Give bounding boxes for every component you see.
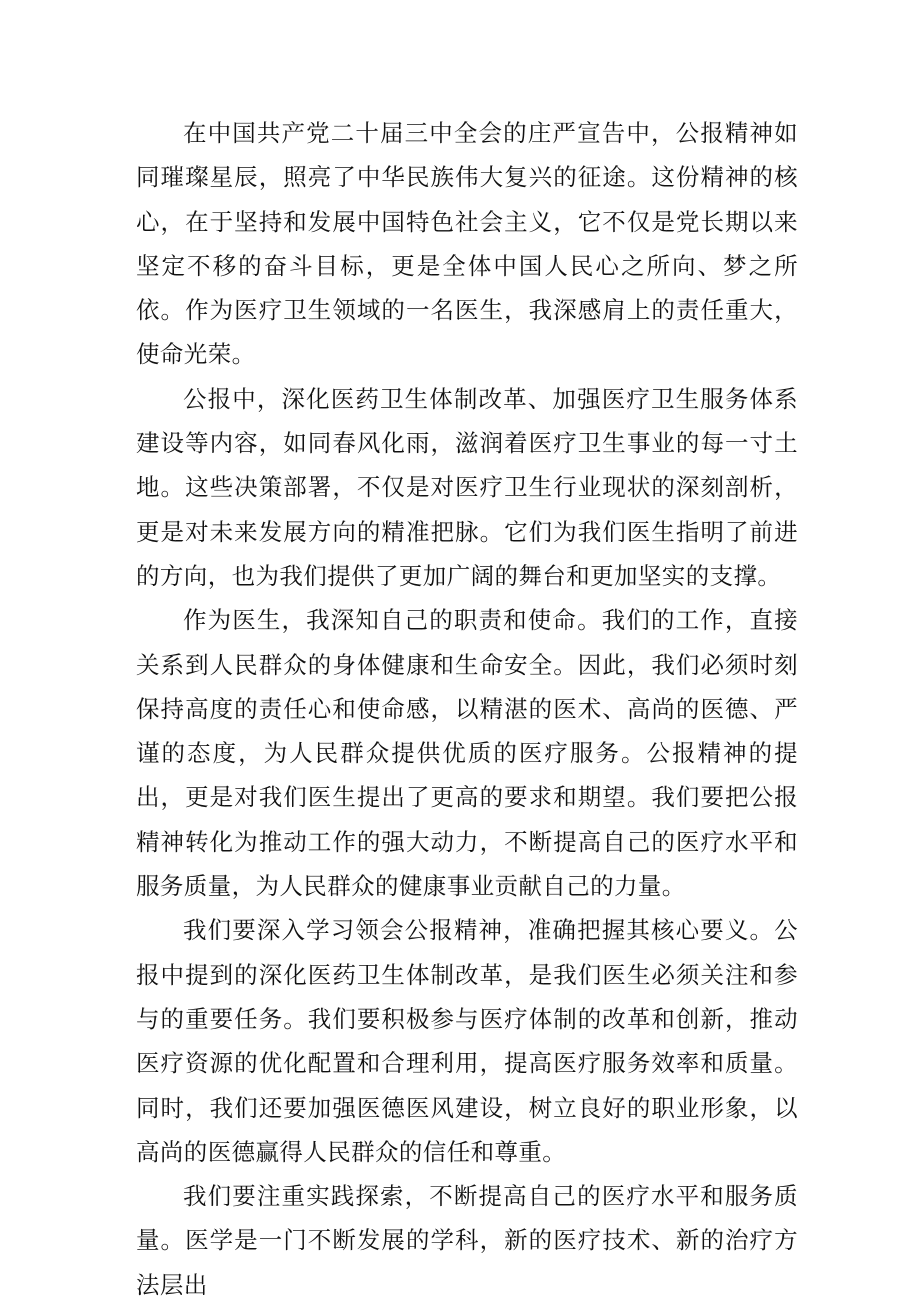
paragraph-5: 我们要注重实践探索，不断提高自己的医疗水平和服务质量。医学是一门不断发展的学科，新的医疗技术、新的治疗方法层出 — [136, 1182, 798, 1299]
paragraph-3: 作为医生，我深知自己的职责和使命。我们的工作，直接关系到人民群众的身体健康和生命安全。因此，我们必须时刻保持高度的责任心和使命感，以精湛的医术、高尚的医德、严谨的态度，为人民群众提供优质的医疗服务。公报精神的提出，更是对我们医生提出了更高的要求和期望。我们要把公报精神转化为推动工作的强大动力，不断提高自己的医疗水平和服务质量，为人民群众的健康事业贡献自己的力量。 — [136, 606, 798, 901]
paragraph-4: 我们要深入学习领会公报精神，准确把握其核心要义。公报中提到的深化医药卫生体制改革，是我们医生必须关注和参与的重要任务。我们要积极参与医疗体制的改革和创新，推动医疗资源的优化配置和合理利用，提高医疗服务效率和质量。同时，我们还要加强医德医风建设，树立良好的职业形象，以高尚的医德赢得人民群众的信任和尊重。 — [136, 916, 798, 1166]
paragraph-2: 公报中，深化医药卫生体制改革、加强医疗卫生服务体系建设等内容，如同春风化雨，滋润着医疗卫生事业的每一寸土地。这些决策部署，不仅是对医疗卫生行业现状的深刻剖析，更是对未来发展方向的精准把脉。它们为我们医生指明了前进的方向，也为我们提供了更加广阔的舞台和更加坚实的支撑。 — [136, 384, 798, 590]
paragraph-1: 在中国共产党二十届三中全会的庄严宣告中，公报精神如同璀璨星辰，照亮了中华民族伟大复兴的征途。这份精神的核心，在于坚持和发展中国特色社会主义，它不仅是党长期以来坚定不移的奋斗目标，更是全体中国人民心之所向、梦之所依。作为医疗卫生领域的一名医生，我深感肩上的责任重大，使命光荣。 — [136, 119, 798, 369]
